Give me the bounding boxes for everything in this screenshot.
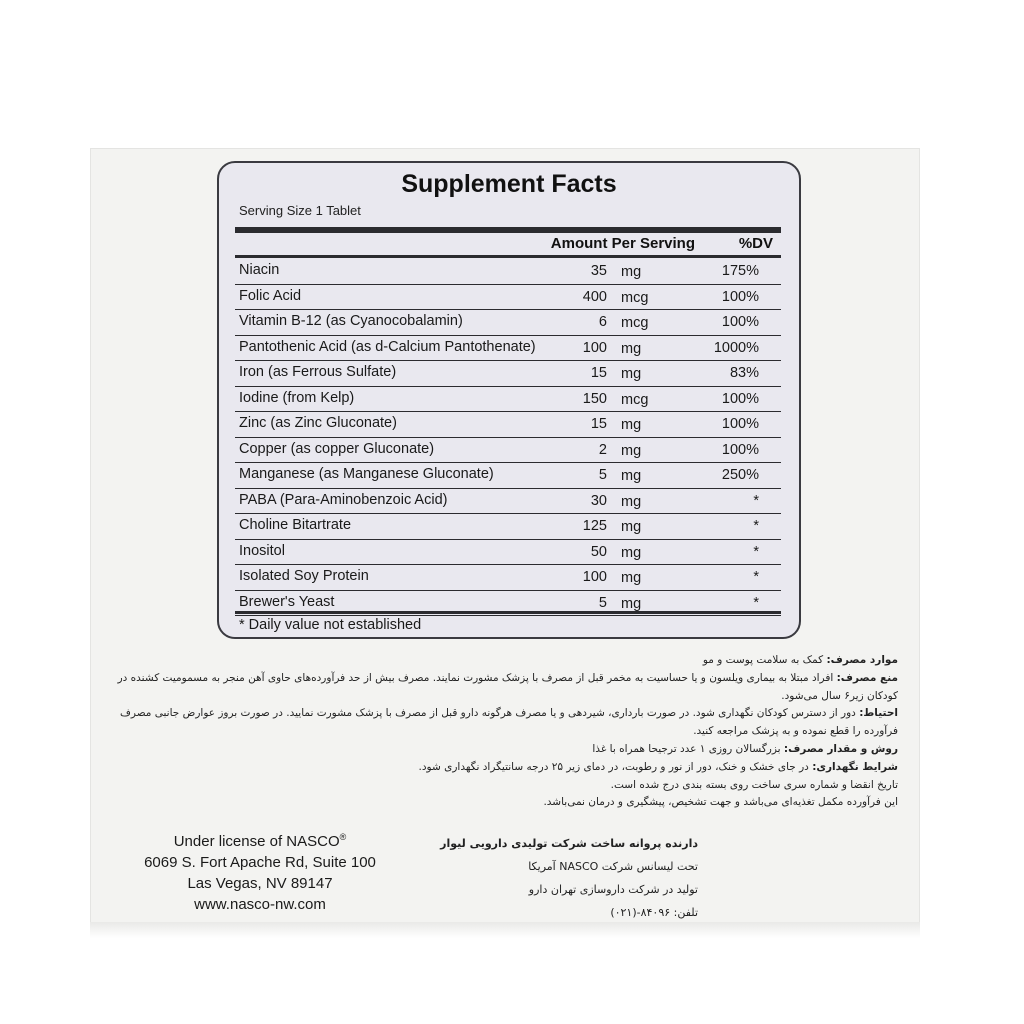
nutrient-unit: mg — [621, 366, 642, 382]
nutrient-unit: mg — [621, 570, 642, 586]
nutrient-amount: 5 — [598, 467, 607, 483]
maker-line-3: تولید در شرکت داروسازی تهران دارو — [528, 883, 698, 896]
nutrient-unit: mg — [621, 519, 642, 535]
nutrient-dv: 100% — [721, 314, 759, 330]
nutrient-unit: mg — [621, 340, 642, 357]
dosage-line — [110, 741, 898, 759]
nutrient-dv: * — [753, 492, 759, 509]
usage-line — [110, 652, 898, 670]
nutrient-name: Choline Bitartrate — [239, 517, 352, 533]
nutrient-amount: 30 — [590, 492, 607, 509]
nutrient-dv: 100% — [721, 416, 759, 432]
license-line — [130, 827, 390, 852]
street-line: 6069 S. Fort Apache Rd, Suite 100 — [144, 854, 376, 871]
storage-text: در جای خشک و خنک، دور از نور و رطوبت، در دمای زیر ۲۵ درجه سانتیگراد نگهداری شود. — [418, 760, 813, 773]
table-row — [235, 310, 781, 336]
usage-label: موارد مصرف: — [826, 654, 898, 666]
nutrient-name: Niacin — [239, 262, 280, 278]
nutrient-dv: 100% — [721, 288, 759, 305]
nutrient-dv: 1000% — [713, 339, 759, 356]
column-header — [235, 235, 781, 255]
nutrient-name: Brewer's Yeast — [239, 593, 335, 610]
caution-text: دور از دسترس کودکان نگهداری شود. در صورت بارداری، شیردهی و یا مصرف هرگونه دارو قبل از مصرف با پزشک مشورت نمایید. در صورت بروز عوارض جانبی مصرف فرآورده را قطع نموده و به پزشک مراجعه کنید. — [120, 707, 898, 738]
nutrient-amount: 15 — [590, 416, 607, 432]
dosage-text: بزرگسالان روزی ۱ عدد ترجیحا همراه با غذا — [592, 742, 784, 755]
contra-line — [110, 670, 898, 706]
package-edge — [90, 922, 920, 938]
nutrient-name: Inositol — [239, 542, 285, 559]
dosage-label: روش و مقدار مصرف: — [783, 742, 898, 755]
table-row — [235, 514, 781, 540]
top-rule — [235, 227, 781, 233]
nutrient-name: Iodine (from Kelp) — [239, 389, 355, 406]
nutrient-dv: 100% — [721, 390, 759, 407]
expiry-line: تاریخ انقضا و شماره سری ساخت روی بسته بندی درج شده است. — [610, 778, 898, 791]
nutrient-amount: 35 — [590, 263, 607, 279]
nutrient-dv: 175% — [721, 263, 759, 279]
nutrient-unit: mg — [621, 468, 642, 484]
storage-line — [110, 759, 898, 777]
nutrient-name: PABA (Para-Aminobenzoic Acid) — [239, 491, 448, 508]
note-line: این فرآورده مکمل تغذیه‌ای می‌باشد و جهت تشخیص، پیشگیری و درمان نمی‌باشد. — [543, 796, 898, 809]
maker-line-1: دارنده پروانه ساخت شرکت تولیدی دارویی لیوار — [440, 837, 698, 850]
nutrient-unit: mcg — [621, 391, 649, 408]
table-row — [235, 438, 781, 464]
table-row — [235, 489, 781, 515]
nutrient-unit: mcg — [621, 289, 649, 306]
caution-label: احتیاط: — [859, 707, 898, 720]
nutrient-dv: * — [753, 518, 759, 534]
usage-text: کمک به سلامت پوست و مو — [702, 654, 827, 666]
nutrient-name: Vitamin B-12 (as Cyanocobalamin) — [239, 313, 463, 329]
contra-label: منع مصرف: — [836, 671, 898, 684]
nutrient-dv: 100% — [721, 441, 759, 458]
nutrient-amount: 100 — [582, 339, 607, 356]
table-row — [235, 361, 781, 387]
table-row — [235, 285, 781, 311]
dv-header: %DV — [738, 235, 773, 252]
nutrient-dv: 250% — [721, 467, 759, 483]
nutrient-name: Copper (as copper Gluconate) — [239, 440, 435, 457]
nutrient-dv: 83% — [729, 365, 759, 381]
nutrient-amount: 6 — [598, 314, 607, 330]
caution-line — [110, 705, 898, 741]
nutrient-name: Folic Acid — [239, 287, 302, 304]
header-rule — [235, 255, 781, 258]
amount-header: Amount Per Serving — [550, 235, 695, 252]
bottom-rule — [235, 611, 781, 614]
nutrient-name: Isolated Soy Protein — [239, 568, 369, 584]
maker-line-4: تلفن: ۸۴۰۹۶-(۰۲۱) — [610, 906, 698, 919]
nutrient-amount: 15 — [590, 365, 607, 381]
nutrient-name: Iron (as Ferrous Sulfate) — [239, 364, 397, 380]
city-line: Las Vegas, NV 89147 — [187, 875, 333, 892]
table-row — [235, 259, 781, 285]
supplement-facts-panel — [217, 161, 801, 639]
nutrient-amount: 400 — [582, 288, 607, 305]
website-line: www.nasco-nw.com — [194, 896, 326, 913]
nutrient-unit: mg — [621, 595, 642, 612]
license-text: Under license of NASCO — [173, 833, 340, 850]
nutrient-amount: 50 — [590, 543, 607, 560]
footnote: * Daily value not established — [239, 617, 422, 633]
table-row — [235, 540, 781, 566]
nutrient-dv: * — [753, 569, 759, 585]
table-row — [235, 412, 781, 438]
nutrient-unit: mcg — [621, 315, 649, 331]
nutrient-unit: mg — [621, 417, 642, 433]
nutrient-amount: 150 — [582, 390, 607, 407]
nutrient-unit: mg — [621, 264, 642, 280]
persian-manufacturer — [358, 832, 698, 924]
nutrient-name: Zinc (as Zinc Gluconate) — [239, 415, 397, 431]
serving-size: Serving Size 1 Tablet — [239, 203, 361, 218]
nutrient-unit: mg — [621, 442, 642, 459]
table-row — [235, 565, 781, 591]
contra-text: افراد مبتلا به بیماری ویلسون و یا حساسیت به مخمر قبل از مصرف با پزشک مشورت نمایند. مصرف بیش از حد فرآورده‌های حاوی آهن منجر به مسمومیت کشنده در کودکان زیر۶ سال می‌شود. — [117, 671, 898, 702]
nutrient-unit: mg — [621, 544, 642, 561]
maker-line-2: تحت لیسانس شرکت NASCO آمریکا — [528, 860, 698, 873]
registered-mark: ® — [339, 832, 347, 842]
nutrient-name: Pantothenic Acid (as d-Calcium Pantothenate) — [239, 338, 536, 355]
nutrient-dv: * — [753, 543, 759, 560]
license-address — [130, 827, 390, 915]
nutrient-amount: 125 — [582, 518, 607, 534]
table-row — [235, 336, 781, 362]
nutrient-table — [235, 259, 781, 616]
nutrient-unit: mg — [621, 493, 642, 510]
table-row — [235, 463, 781, 489]
panel-title: Supplement Facts — [401, 170, 617, 198]
persian-instructions — [110, 652, 898, 812]
nutrient-amount: 5 — [598, 594, 607, 611]
table-row — [235, 387, 781, 413]
nutrient-amount: 2 — [598, 441, 607, 458]
nutrient-name: Manganese (as Manganese Gluconate) — [239, 466, 494, 482]
storage-label: شرایط نگهداری: — [812, 760, 898, 773]
nutrient-dv: * — [753, 594, 759, 611]
nutrient-amount: 100 — [582, 569, 607, 585]
